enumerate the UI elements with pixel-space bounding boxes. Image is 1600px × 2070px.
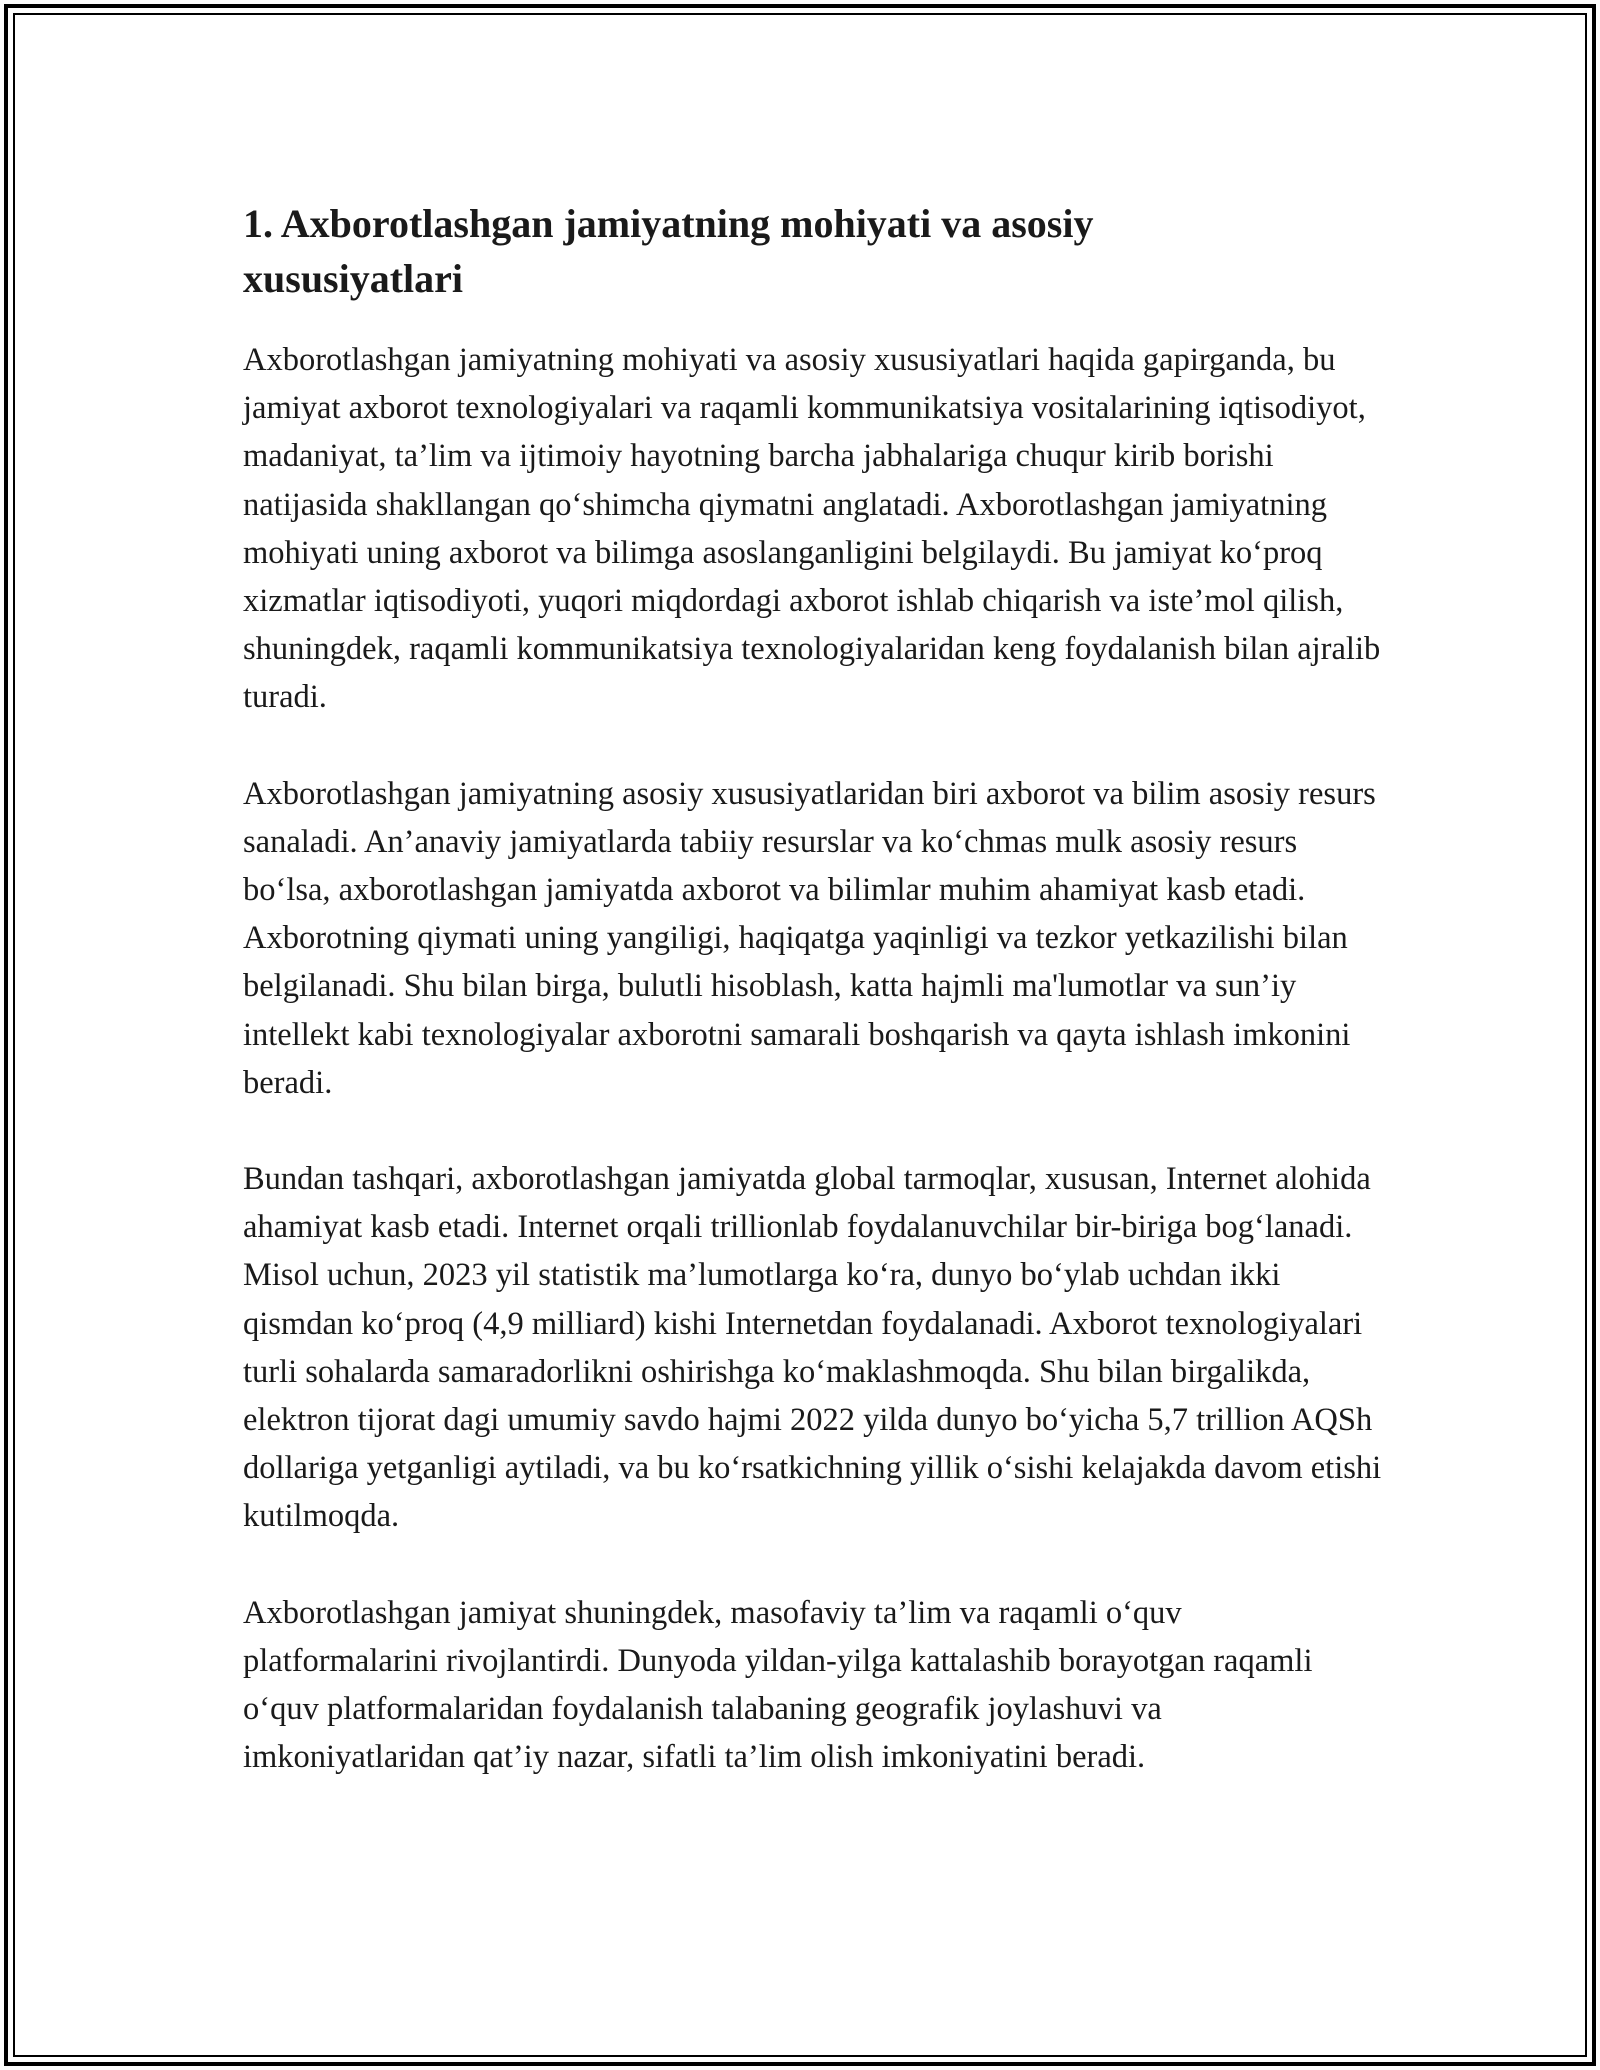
section-heading: 1. Axborotlashgan jamiyatning mohiyati va asosiy xususiyatlari [243,201,1094,301]
page-frame [4,4,1596,2066]
paragraph-3: Bundan tashqari, axborotlashgan jamiyatda global tarmoqlar, xususan, Internet alohida ahamiyat kasb etadi. Internet orqali trillionlab foydalanuvchilar bir-biriga bog‘lanadi. Misol uchun, 2023 yil statistik ma’lumotlarga ko‘ra, dunyo bo‘ylab uchdan ikki qismdan ko‘proq (4,9 milliard) kishi Internetdan foydalanadi. Axborot texnologiyalari turli sohalarda samaradorlikni oshirishga ko‘maklashmoqda. Shu bilan birgalikda, elektron tijorat dagi umumiy savdo hajmi 2022 yilda dunyo bo‘yicha 5,7 trillion AQSh dollariga yetganligi aytiladi, va bu ko‘rsatkichning yillik o‘sishi kelajakda davom etishi kutilmoqda. [243,1161,1382,1535]
paragraph-4: Axborotlashgan jamiyat shuningdek, masofaviy ta’lim va raqamli o‘quv platformalarini rivojlantirdi. Dunyoda yildan-yilga kattalashib borayotgan raqamli o‘quv platformalaridan foydalanish talabaning geografik joylashuvi va imkoniyatlaridan qat’iy nazar, sifatli ta’lim olish imkoniyatini beradi. [243,1594,1313,1776]
document-body [243,196,1383,1829]
paragraph-1: Axborotlashgan jamiyatning mohiyati va asosiy xususiyatlari haqida gapirganda, bu jamiyat axborot texnologiyalari va raqamli kommunikatsiya vositalarining iqtisodiyot, madaniyat, ta’lim va ijtimoiy hayotning barcha jabhalariga chuqur kirib borishi natijasida shakllangan qo‘shimcha qiymatni anglatadi. Axborotlashgan jamiyatning mohiyati uning axborot va bilimga asoslanganligini belgilaydi. Bu jamiyat ko‘proq xizmatlar iqtisodiyoti, yuqori miqdordagi axborot ishlab chiqarish va iste’mol qilish, shuningdek, raqamli kommunikatsiya texnologiyalaridan keng foydalanish bilan ajralib turadi. [243,342,1381,716]
paragraph-2: Axborotlashgan jamiyatning asosiy xususiyatlaridan biri axborot va bilim asosiy resurs sanaladi. An’anaviy jamiyatlarda tabiiy resurslar va ko‘chmas mulk asosiy resurs bo‘lsa, axborotlashgan jamiyatda axborot va bilimlar muhim ahamiyat kasb etadi. Axborotning qiymati uning yangiligi, haqiqatga yaqinligi va tezkor yetkazilishi bilan belgilanadi. Shu bilan birga, bulutli hisoblash, katta hajmli ma'lumotlar va sun’iy intellekt kabi texnologiyalar axborotni samarali boshqarish va qayta ishlash imkonini beradi. [243,775,1376,1101]
